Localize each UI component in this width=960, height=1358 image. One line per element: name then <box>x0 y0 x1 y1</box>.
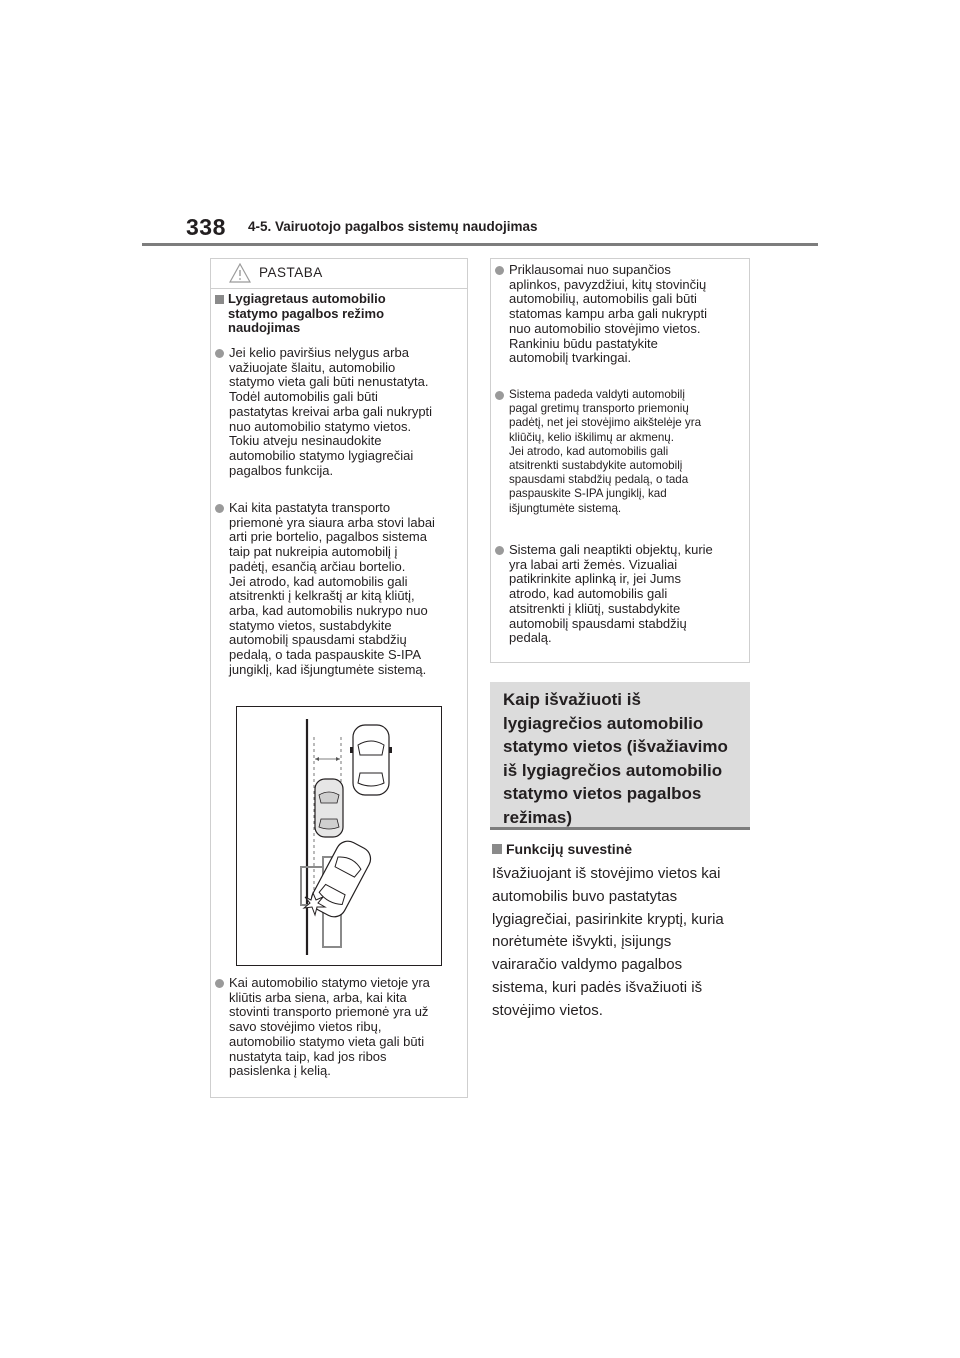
functions-heading: Funkcijų suvestinė <box>492 841 632 857</box>
note-bullet: Priklausomai nuo supančios aplinkos, pavyzdžiui, kitų stovinčių automobilių, automobilis gali būti statomas kampu arba gali nukrypti nuo automobilio stovėjimo vietos. Rankiniu būdu pastatykite automobilį tvarkingai. <box>495 263 747 366</box>
bullet-dot-icon <box>495 546 504 555</box>
bullet-dot-icon <box>215 504 224 513</box>
header-title: 4-5. Vairuotojo pagalbos sistemų naudojimas <box>248 219 538 234</box>
page-number: 338 <box>186 214 226 240</box>
section-heading-box <box>490 682 750 830</box>
parked-car-middle <box>315 779 343 837</box>
parked-car-front <box>350 725 392 795</box>
note-bullet: Kai kita pastatyta transporto priemonė yra siaura arba stovi labai arti prie bortelio, pagalbos sistema taip pat nukreipia automobilį į padėtį, esančią arčiau bortelio. Jei atrodo, kad automobilis gali atsitrenkti į kelkraštį ar kitą kliūtį, arba, kad automobilis nukrypo nuo statymo vietos, sustabdykite automobilį spausdami stabdžių pedalą, o tada paspauskite S-IPA jungiklį, kad išjungtumėte sistemą. <box>215 501 465 677</box>
parking-illustration <box>236 706 442 966</box>
bullet-dot-icon <box>215 979 224 988</box>
square-bullet-icon <box>492 844 502 854</box>
note-heading: Lygiagretaus automobilio statymo pagalbos režimo naudojimas <box>215 292 465 336</box>
note-bullet: Sistema padeda valdyti automobilį pagal gretimų transporto priemonių padėtį, net jei stovėjimo aikštelėje yra kliūčių, kelio iškilimų ar akmenų. Jei atrodo, kad automobilis gali atsitrenkti sustabdykite automobilį spausdami stabdžių pedalą, o tada paspauskite S-IPA jungiklį, kad išjungtumėte sistemą. <box>495 388 747 516</box>
bullet-dot-icon <box>495 391 504 400</box>
note-header <box>211 259 467 289</box>
warning-triangle-icon <box>229 263 251 283</box>
functions-body: Išvažiuojant iš stovėjimo vietos kai automobilis buvo pastatytas lygiagrečiai, pasirinkite kryptį, kuria norėtumėte išvykti, įsijungs vairaračio valdymo pagalbos sistema, kuri padės išvažiuoti iš stovėjimo vietos. <box>492 865 724 1019</box>
maneuvering-car <box>307 837 374 921</box>
bullet-dot-icon <box>495 266 504 275</box>
header-rule <box>142 243 818 246</box>
note-bullet: Sistema gali neaptikti objektų, kurie yra labai arti žemės. Vizualiai patikrinkite aplinką ir, jei Jums atrodo, kad automobilis gali atsitrenkti į kliūtį, sustabdykite automobilį spausdami stabdžių pedalą. <box>495 543 747 646</box>
square-bullet-icon <box>215 295 224 304</box>
note-title: PASTABA <box>259 265 323 280</box>
bullet-dot-icon <box>215 349 224 358</box>
parking-diagram <box>237 707 441 965</box>
section-title: Kaip išvažiuoti iš lygiagrečios automobilio statymo vietos (išvažiavimo iš lygiagrečios automobilio statymo vietos pagalbos režimas) <box>503 690 728 827</box>
section-underline <box>490 827 750 830</box>
note-bullet: Jei kelio paviršius nelygus arba važiuojate šlaitu, automobilio statymo vieta gali būti nenustatyta. Todėl automobilis gali būti pastatytas kreivai arba gali nukrypti nuo automobilio statymo vietos. Tokiu atveju nesinaudokite automobilio statymo lygiagrečiai pagalbos funkcija. <box>215 346 465 478</box>
note-bullet: Kai automobilio statymo vietoje yra kliūtis arba siena, arba, kai kita stovinti transporto priemonė yra už savo stovėjimo vietos ribų, automobilio statymo vieta gali būti nustatyta taip, kad jos ribos pasislenka į kelią. <box>215 976 465 1079</box>
